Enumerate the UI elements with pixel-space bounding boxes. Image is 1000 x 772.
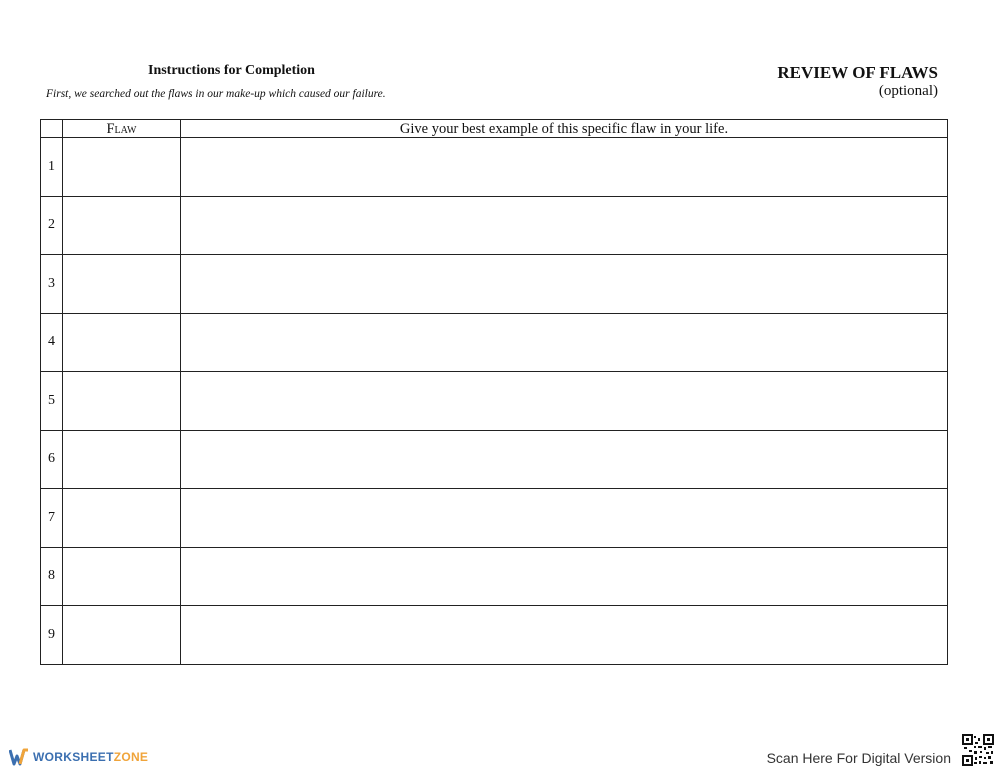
flaws-table [40,119,948,665]
flaw-cell[interactable] [63,372,181,431]
page-subtitle: (optional) [878,83,938,99]
table-body [41,138,948,665]
example-cell[interactable] [181,606,948,665]
table-row [41,196,948,255]
table-row [41,138,948,197]
worksheetzone-logo[interactable] [9,748,148,766]
flaw-cell[interactable] [63,196,181,255]
example-cell[interactable] [181,547,948,606]
flaw-cell[interactable] [63,606,181,665]
logo-word-worksheet: WORKSHEET [33,750,114,764]
row-number: 1 [41,138,63,197]
header-flaw-label: Flaw [106,120,137,137]
table-row [41,606,948,665]
table-row [41,547,948,606]
row-number: 5 [41,372,63,431]
flaw-cell[interactable] [63,255,181,314]
instructions-title: Instructions for Completion [148,63,315,78]
example-cell[interactable] [181,430,948,489]
row-number: 4 [41,313,63,372]
example-cell[interactable] [181,138,948,197]
row-number: 6 [41,430,63,489]
qr-code-icon[interactable] [962,734,994,766]
header-example: Give your best example of this specific flaw in your life. [181,120,948,138]
row-number: 9 [41,606,63,665]
flaw-cell[interactable] [63,489,181,548]
table-row [41,313,948,372]
table-row [41,430,948,489]
table-row [41,372,948,431]
example-cell[interactable] [181,372,948,431]
page-title: REVIEW OF FLAWS [777,63,938,82]
row-number: 3 [41,255,63,314]
header-flaw [63,120,181,138]
logo-word-zone: ZONE [113,750,149,764]
flaw-cell[interactable] [63,313,181,372]
flaw-cell[interactable] [63,547,181,606]
example-cell[interactable] [181,196,948,255]
row-number: 8 [41,547,63,606]
instructions-text: First, we searched out the flaws in our make-up which caused our failure. [46,88,386,100]
example-cell[interactable] [181,489,948,548]
table-row [41,489,948,548]
example-cell[interactable] [181,313,948,372]
row-number: 2 [41,196,63,255]
worksheetzone-logo-icon [9,748,29,766]
row-number: 7 [41,489,63,548]
header-number [41,120,63,138]
table-header-row [41,120,948,138]
table-row [41,255,948,314]
example-cell[interactable] [181,255,948,314]
flaw-cell[interactable] [63,430,181,489]
flaw-cell[interactable] [63,138,181,197]
scan-text: Scan Here For Digital Version [766,750,951,766]
